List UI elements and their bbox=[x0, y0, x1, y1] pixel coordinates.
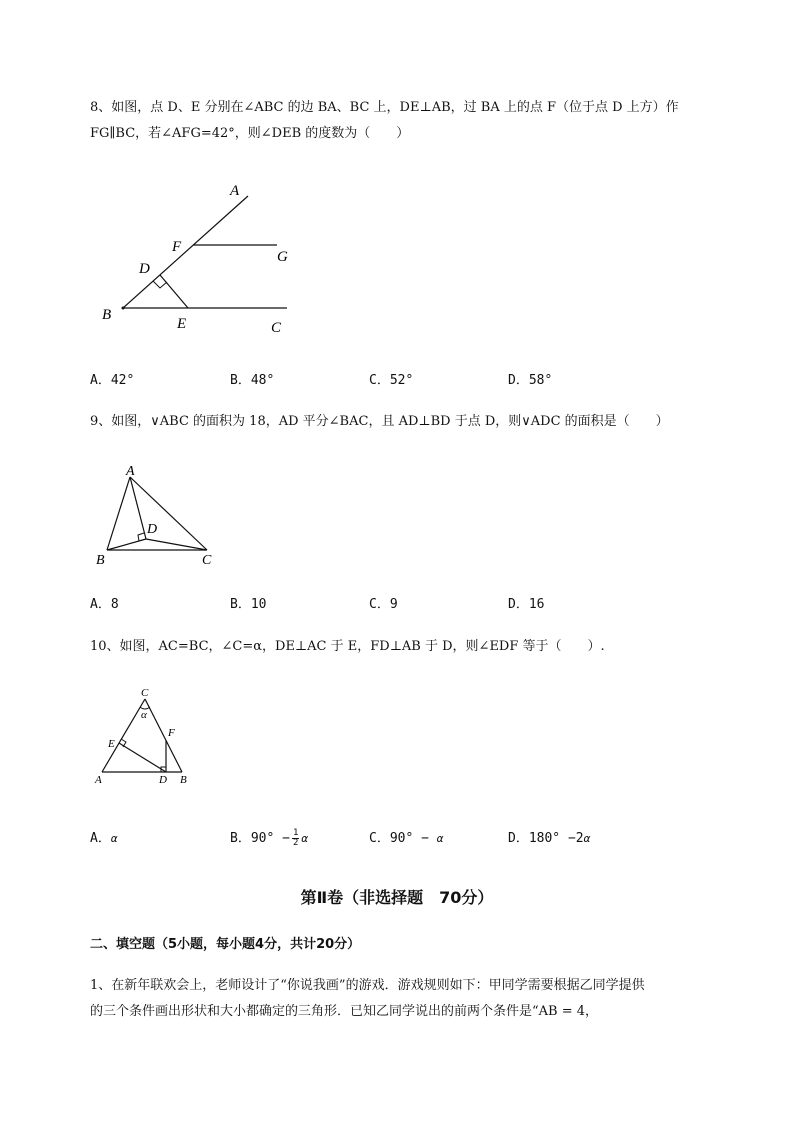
line-ED bbox=[119, 743, 166, 772]
q9-option-a[interactable]: A．8 bbox=[90, 597, 119, 612]
q10-option-b-alpha: α bbox=[301, 832, 309, 845]
line-AB bbox=[107, 477, 130, 550]
q10-option-b-fraction bbox=[292, 829, 299, 848]
fraction-denominator: 2 bbox=[292, 838, 299, 848]
label-B: B bbox=[96, 553, 105, 568]
label-C: C bbox=[271, 320, 282, 336]
line-AD bbox=[130, 477, 146, 539]
q10-option-b-prefix: B．90° − bbox=[230, 831, 290, 846]
line-BD bbox=[107, 539, 146, 550]
label-A: A bbox=[230, 183, 240, 199]
fill1-text-line1: 1、在新年联欢会上，老师设计了“你说我画”的游戏．游戏规则如下：甲同学需要根据乙同学提供 bbox=[90, 978, 645, 993]
q10-text-line1: 10、如图，AC=BC，∠C=α，DE⊥AC 于 E，FD⊥AB 于 D，则∠EDF 等于（ ）. bbox=[90, 639, 605, 654]
right-angle-mark-E bbox=[121, 739, 126, 747]
line-CB bbox=[145, 699, 182, 772]
label-B: B bbox=[102, 307, 112, 323]
section-title: 第Ⅱ卷（非选择题 70分） bbox=[300, 888, 494, 907]
q10-option-b[interactable] bbox=[230, 829, 308, 849]
q10-option-d-alpha: α bbox=[583, 832, 591, 845]
fill1-text-line2: 的三个条件画出形状和大小都确定的三角形．已知乙同学说出的前两个条件是“AB = 4， bbox=[90, 1004, 599, 1019]
line-BA bbox=[123, 196, 248, 308]
line-CA bbox=[102, 699, 145, 772]
label-A: A bbox=[95, 774, 102, 786]
q10-option-d-prefix: D．180° −2 bbox=[508, 831, 584, 846]
q9-figure bbox=[90, 460, 225, 570]
line-AC bbox=[130, 477, 207, 550]
q9-text-line1: 9、如图，∨ABC 的面积为 18，AD 平分∠BAC，且 AD⊥BD 于点 D，则∨ADC 的面积是（ ） bbox=[90, 414, 669, 429]
q10-option-a-alpha: α bbox=[110, 832, 118, 845]
label-D: D bbox=[159, 774, 167, 786]
right-angle-mark bbox=[153, 281, 167, 288]
q8-text-line2: FG∥BC，若∠AFG=42°，则∠DEB 的度数为（ ） bbox=[90, 126, 410, 141]
part-title: 二、填空题（5小题，每小题4分，共计20分） bbox=[90, 937, 361, 952]
label-G: G bbox=[277, 249, 288, 265]
q8-option-a[interactable]: A．42° bbox=[90, 373, 135, 388]
label-F: F bbox=[168, 727, 175, 739]
q8-option-c[interactable]: C．52° bbox=[369, 373, 414, 388]
label-A: A bbox=[126, 464, 135, 479]
q8-option-b[interactable]: B．48° bbox=[230, 373, 275, 388]
q9-option-c[interactable]: C．9 bbox=[369, 597, 398, 612]
q10-option-d[interactable] bbox=[508, 829, 590, 849]
point-B bbox=[122, 307, 125, 310]
q9-option-b[interactable]: B．10 bbox=[230, 597, 267, 612]
q10-figure bbox=[90, 683, 200, 788]
label-C: C bbox=[202, 553, 212, 568]
label-C: C bbox=[141, 687, 149, 699]
q10-option-c-prefix: C．90° − bbox=[369, 831, 437, 846]
q8-figure bbox=[95, 175, 305, 340]
q10-option-c[interactable] bbox=[369, 829, 443, 849]
label-D: D bbox=[147, 522, 158, 537]
label-F: F bbox=[172, 239, 182, 255]
label-E: E bbox=[177, 316, 187, 332]
q8-text-line1: 8、如图，点 D、E 分别在∠ABC 的边 BA、BC 上，DE⊥AB，过 BA 上的点 F（位于点 D 上方）作 bbox=[90, 100, 679, 115]
label-B: B bbox=[180, 774, 187, 786]
q10-option-a[interactable] bbox=[90, 829, 117, 849]
q8-option-d[interactable]: D．58° bbox=[508, 373, 553, 388]
q10-option-a-prefix: A． bbox=[90, 831, 111, 846]
q10-option-c-alpha: α bbox=[436, 832, 444, 845]
label-D: D bbox=[139, 261, 150, 277]
line-DE bbox=[160, 275, 188, 308]
q9-option-d[interactable]: D．16 bbox=[508, 597, 545, 612]
label-alpha: α bbox=[141, 709, 147, 721]
fraction-numerator: 1 bbox=[292, 828, 299, 838]
label-E: E bbox=[108, 738, 115, 750]
